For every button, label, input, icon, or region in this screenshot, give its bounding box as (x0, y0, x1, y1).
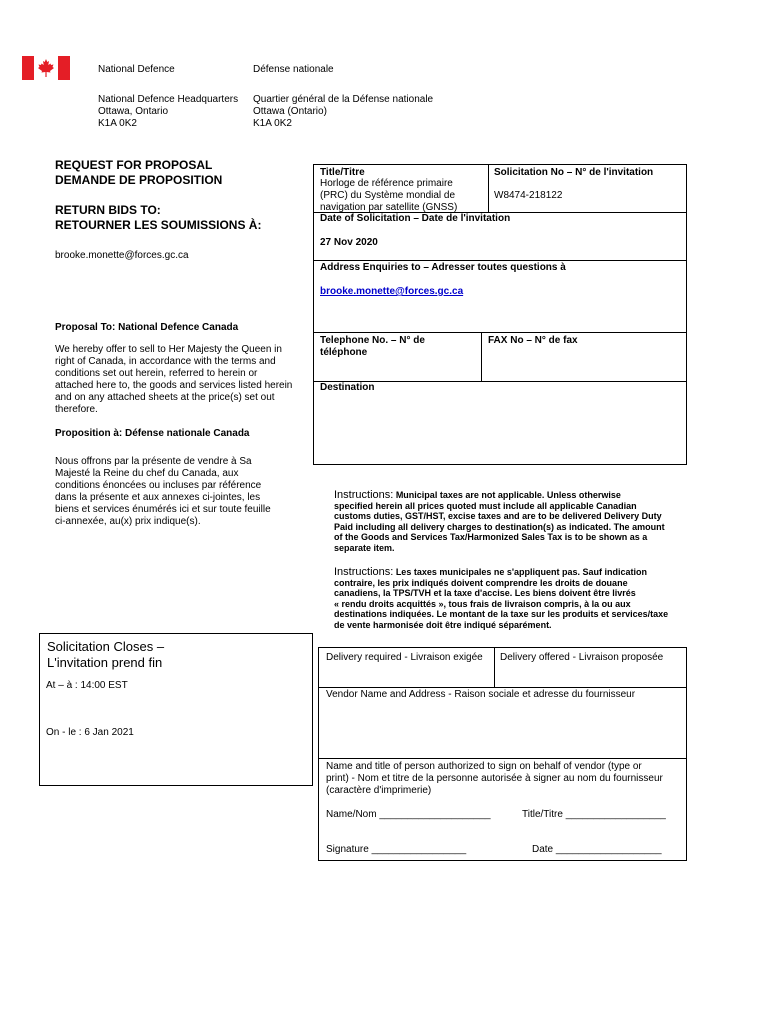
return-bids-en: RETURN BIDS TO: (55, 203, 161, 217)
title-value (320, 178, 457, 214)
title-value-line: Horloge de référence primaire (320, 178, 453, 189)
dept-name-fr: Défense nationale (253, 64, 334, 75)
title-value-line: (PRC) du Système mondial de (320, 190, 456, 201)
instructions-line: Les taxes municipales ne s'appliquent pas. Sauf indication (393, 567, 648, 577)
canada-flag-logo (22, 56, 70, 80)
telephone-label-line: téléphone (320, 347, 368, 358)
instructions-line: canadiens, la TPS/TVH et la taxe d'accise. Les biens doivent être livrés (334, 588, 636, 598)
date-field[interactable]: Date ___________________ (532, 844, 662, 855)
offer-line: therefore. (55, 404, 98, 415)
authorized-line: print) - Nom et titre de la personne autorisée à signer au nom du fournisseur (326, 773, 663, 784)
telephone-label (320, 335, 425, 359)
offer-text-fr (55, 456, 271, 528)
offer-line: right of Canada, in accordance with the terms and (55, 356, 276, 367)
instructions-line: separate item. (334, 542, 395, 553)
title-label: Title/Titre (320, 167, 365, 178)
offer-line: conditions énoncées ou incluses par référence (55, 480, 262, 491)
address-en-line: National Defence Headquarters (98, 94, 239, 105)
offer-line: attached here to, the goods and services listed herein (55, 380, 293, 391)
authorized-line: (caractère d'imprimerie) (326, 785, 432, 796)
date-of-solicitation-value: 27 Nov 2020 (320, 237, 378, 248)
title-field[interactable]: Title/Titre __________________ (522, 809, 666, 820)
solicitation-no-value: W8474-218122 (494, 190, 563, 201)
address-fr (253, 94, 433, 130)
closing-date: On - le : 6 Jan 2021 (46, 727, 134, 738)
closes-title-en: Solicitation Closes – (47, 639, 165, 654)
instructions-en (334, 490, 684, 553)
address-en-line: K1A 0K2 (98, 118, 137, 129)
closes-title (47, 639, 164, 671)
rfp-title (55, 158, 222, 188)
solicitation-no-label: Solicitation No – N° de l'invitation (494, 167, 654, 178)
enquiries-email-link[interactable]: brooke.monette@forces.gc.ca (320, 286, 464, 297)
vendor-box (318, 647, 687, 861)
offer-line: and on any attached sheets at the price(s) set out (55, 392, 275, 403)
signature-field[interactable]: Signature _________________ (326, 844, 467, 855)
offer-line: ci-annexée, au(x) prix indique(s). (55, 516, 201, 527)
solicitation-closes-box (39, 633, 313, 786)
address-en (98, 94, 238, 130)
instructions-line: contraire, les prix indiqués doivent comprendre les droits de douane (334, 577, 628, 588)
authorized-person-label (326, 761, 663, 797)
date-of-solicitation-label: Date of Solicitation – Date de l'invitation (320, 213, 511, 224)
vendor-name-address-field[interactable]: Vendor Name and Address - Raison sociale et adresse du fournisseur (326, 689, 636, 700)
instructions-fr-lead: Instructions: (334, 566, 394, 578)
instructions-line: of the Goods and Services Tax/Harmonized Sales Tax is to be shown as a (334, 532, 648, 542)
instructions-fr (334, 567, 684, 630)
destination-label: Destination (320, 382, 375, 393)
offer-line: dans la présente et aux annexes ci-jointes, les (55, 492, 261, 503)
instructions-line: Paid including all delivery charges to destination(s) as indicated. The amount (334, 521, 665, 532)
maple-leaf-icon (34, 56, 58, 80)
address-fr-line: K1A 0K2 (253, 118, 292, 129)
instructions-line: destinations indiquées. Le montant de la taxe sur les produits et services/taxe (334, 609, 669, 619)
instructions-line: specified herein all prices quoted must include all applicable Canadian (334, 500, 637, 511)
address-fr-line: Quartier général de la Défense nationale (253, 94, 434, 105)
address-fr-line: Ottawa (Ontario) (253, 106, 327, 117)
delivery-offered-field[interactable]: Delivery offered - Livraison proposée (500, 652, 664, 663)
offer-line: Nous offrons par la présente de vendre à Sa (55, 456, 252, 467)
instructions-en-lead: Instructions: (334, 489, 394, 501)
fax-label: FAX No – N° de fax (488, 335, 578, 346)
title-value-line: navigation par satellite (GNSS) (320, 202, 458, 213)
return-email: brooke.monette@forces.gc.ca (55, 250, 189, 261)
enquiries-label: Address Enquiries to – Adresser toutes questions à (320, 262, 566, 273)
return-bids-fr: RETOURNER LES SOUMISSIONS À: (55, 218, 262, 232)
return-bids (55, 203, 261, 233)
proposal-to-fr: Proposition à: Défense nationale Canada (55, 428, 250, 439)
offer-line: Majesté la Reine du chef du Canada, aux (55, 468, 239, 479)
instructions-line: « rendu droits acquittés », tous frais de livraison compris, à la ou aux (334, 598, 631, 609)
name-field[interactable]: Name/Nom ____________________ (326, 809, 491, 820)
instructions-line: Municipal taxes are not applicable. Unless otherwise (393, 490, 621, 500)
offer-line: biens et services énumérés ici et sur toute feuille (55, 504, 271, 515)
authorized-line: Name and title of person authorized to sign on behalf of vendor (type or (326, 761, 642, 772)
offer-text-en (55, 344, 292, 416)
rfp-title-fr: DEMANDE DE PROPOSITION (55, 173, 223, 187)
delivery-required-field[interactable]: Delivery required - Livraison exigée (326, 652, 483, 663)
dept-name-en: National Defence (98, 64, 175, 75)
address-en-line: Ottawa, Ontario (98, 106, 169, 117)
proposal-to-en: Proposal To: National Defence Canada (55, 322, 239, 333)
telephone-label-line: Telephone No. – N° de (320, 335, 425, 346)
rfp-title-en: REQUEST FOR PROPOSAL (55, 158, 213, 172)
instructions-line: customs duties, GST/HST, excise taxes and are to be delivered Delivery Duty (334, 511, 662, 521)
closes-title-fr: L'invitation prend fin (47, 655, 163, 670)
offer-line: conditions set out herein, referred to herein or (55, 368, 258, 379)
closing-time: At – à : 14:00 EST (46, 680, 128, 691)
instructions-line: de vente harmonisée doit être indiqué séparément. (334, 619, 552, 630)
offer-line: We hereby offer to sell to Her Majesty the Queen in (55, 344, 282, 355)
